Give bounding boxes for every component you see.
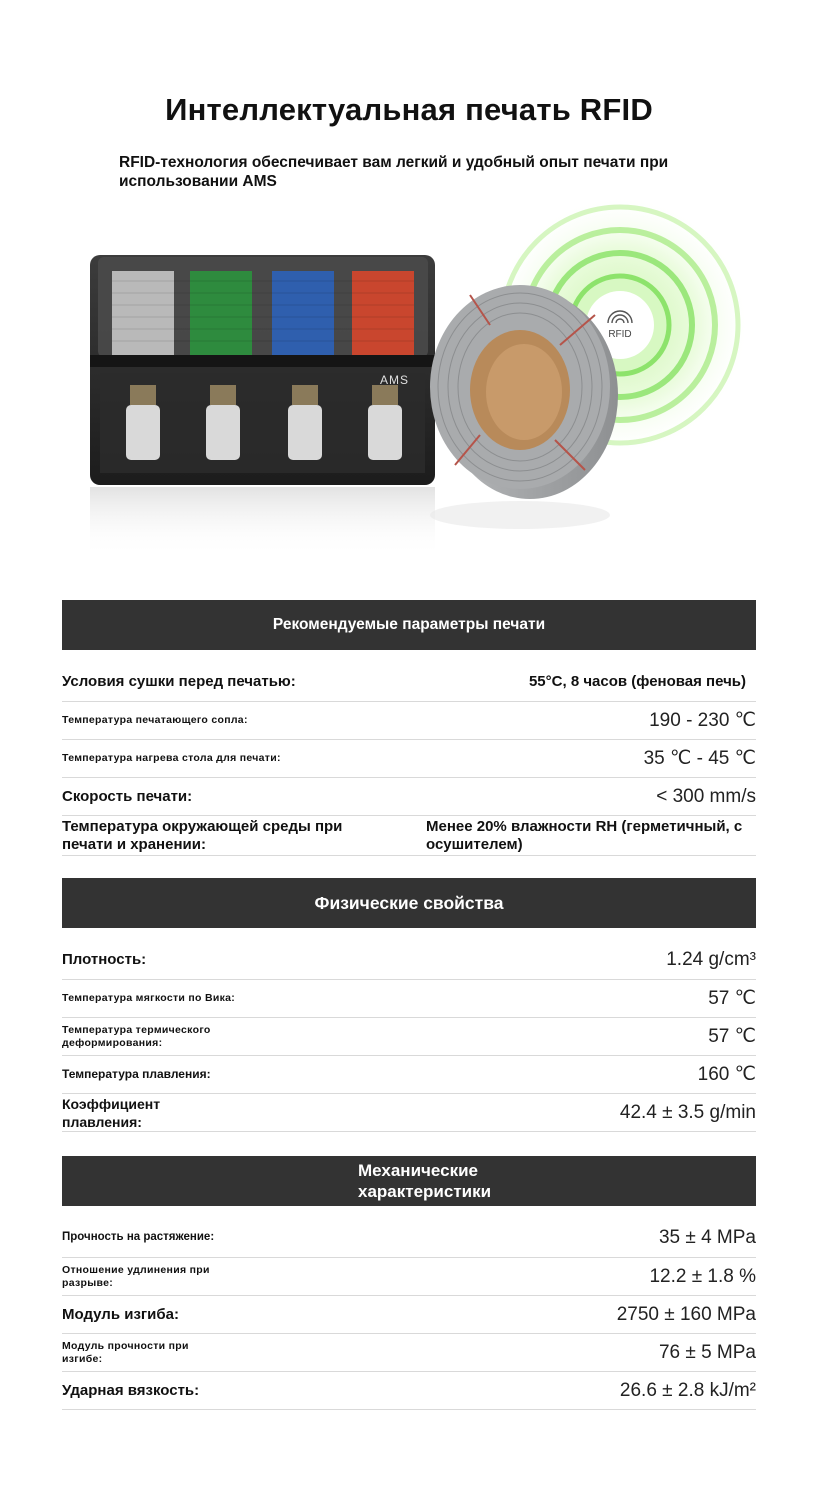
param-row-drying <box>62 662 756 702</box>
param-value: 160 ℃ <box>697 1064 756 1085</box>
section-title: Физические свойства <box>314 892 504 913</box>
param-label: Скорость печати: <box>62 787 193 805</box>
hero-illustration <box>60 195 800 585</box>
param-label: Модуль изгиба: <box>62 1305 179 1323</box>
param-value: 1.24 g/cm³ <box>666 948 756 970</box>
phys-row-melt-index <box>62 1094 756 1132</box>
param-value: 57 ℃ <box>708 988 756 1009</box>
param-row-bed-temp <box>62 740 756 778</box>
param-row-nozzle-temp <box>62 702 756 740</box>
param-value: 57 ℃ <box>708 1026 756 1047</box>
param-label: Температура термического деформирования: <box>62 1023 211 1049</box>
param-label: Температура печатающего сопла: <box>62 714 248 726</box>
param-label: Температура нагрева стола для печати: <box>62 752 281 764</box>
section-header-print-params <box>62 600 756 650</box>
section-title-line2: характеристики <box>358 1182 492 1201</box>
phys-row-density <box>62 940 756 980</box>
param-value: 2750 ± 160 MPa <box>616 1303 756 1325</box>
param-label: Температура окружающей среды при печати и хранении: <box>62 817 343 853</box>
phys-row-hdt <box>62 1018 756 1056</box>
param-label: Условия сушки перед печатью: <box>62 672 296 690</box>
section-header-physical <box>62 878 756 928</box>
param-label: Температура плавления: <box>62 1067 211 1081</box>
mech-row-tensile <box>62 1218 756 1258</box>
param-value: 12.2 ± 1.8 % <box>649 1265 756 1287</box>
param-value: 42.4 ± 3.5 g/min <box>619 1101 756 1123</box>
param-label: Отношение удлинения при разрыве: <box>62 1263 210 1289</box>
ams-label: AMS <box>380 373 410 387</box>
param-value: 35 ± 4 MPa <box>658 1226 756 1248</box>
param-label: Ударная вязкость: <box>62 1381 200 1399</box>
param-label: Коэффициент плавления: <box>62 1095 161 1130</box>
param-value: Менее 20% влажности RH (герметичный, с осушителем) <box>426 817 743 853</box>
page-title: Интеллектуальная печать RFID <box>165 92 653 127</box>
ams-unit-image <box>90 255 435 557</box>
section-header-mechanical <box>62 1156 756 1206</box>
page-subtitle: RFID-технология обеспечивает вам легкий и удобный опыт печати при использовании AMS <box>119 154 669 190</box>
param-value: 190 - 230 ℃ <box>649 710 756 731</box>
param-value: 55°C, 8 часов (феновая печь) <box>528 673 746 690</box>
mech-row-elongation <box>62 1258 756 1296</box>
section-title: Рекомендуемые параметры печати <box>272 616 546 633</box>
rfid-label: RFID <box>608 329 632 340</box>
param-value: 35 ℃ - 45 ℃ <box>643 748 756 769</box>
mech-row-flex-strength <box>62 1334 756 1372</box>
param-label: Плотность: <box>62 950 147 968</box>
param-label: Температура мягкости по Вика: <box>62 992 236 1004</box>
mech-row-impact <box>62 1372 756 1410</box>
param-value: 76 ± 5 MPa <box>658 1341 756 1363</box>
phys-row-melting <box>62 1056 756 1094</box>
param-row-ambient <box>62 816 756 856</box>
filament-spool-image <box>430 285 618 529</box>
section-title-line1: Механические <box>358 1161 478 1180</box>
param-row-print-speed <box>62 778 756 816</box>
param-label: Прочность на растяжение: <box>62 1231 215 1243</box>
mech-row-flex-modulus <box>62 1296 756 1334</box>
param-value: < 300 mm/s <box>656 785 756 807</box>
param-label: Модуль прочности при изгибе: <box>62 1339 189 1365</box>
phys-row-vicat <box>62 980 756 1018</box>
param-value: 26.6 ± 2.8 kJ/m² <box>619 1379 756 1401</box>
